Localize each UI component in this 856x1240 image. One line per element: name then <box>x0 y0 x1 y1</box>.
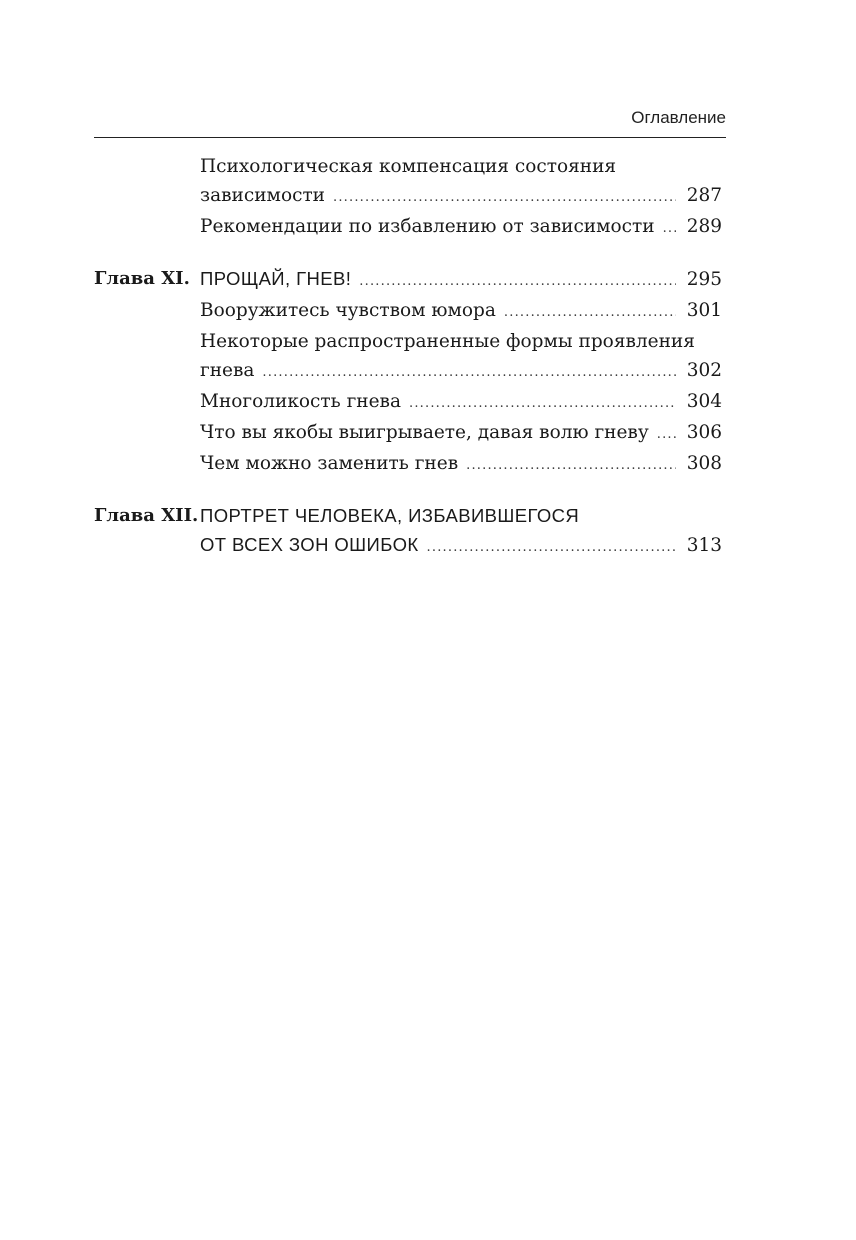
chapter-label: Глава XII. <box>94 505 199 526</box>
chapter-11 <box>94 264 722 480</box>
page-number: 301 <box>686 300 722 321</box>
chapter-title-entry[interactable] <box>200 501 722 562</box>
chapter-title: ОТ ВСЕХ ЗОН ОШИБОК <box>200 534 419 555</box>
toc-entry[interactable] <box>200 387 722 418</box>
toc-entry-line <box>200 501 722 530</box>
toc-entry[interactable] <box>200 449 722 480</box>
table-of-contents <box>94 152 722 562</box>
chapter-continuation <box>94 152 722 243</box>
toc-entry-title: Чем можно заменить гнев <box>200 453 459 474</box>
toc-entry[interactable] <box>200 212 722 243</box>
toc-entry-line <box>200 296 722 327</box>
page-number: 295 <box>686 269 722 290</box>
chapter-12 <box>94 501 722 562</box>
page-number: 287 <box>686 185 722 206</box>
dot-leader <box>663 214 676 243</box>
toc-entry-line <box>200 181 722 212</box>
page-number: 302 <box>686 360 722 381</box>
chapter-label: Глава XI. <box>94 268 190 289</box>
toc-entry-title: Что вы якобы выигрываете, давая волю гневу <box>200 422 649 443</box>
dot-leader <box>466 451 676 480</box>
toc-entry-line <box>200 530 722 562</box>
chapter-11-entries <box>200 264 722 480</box>
chapter-title-entry[interactable] <box>200 264 722 296</box>
page-number: 304 <box>686 391 722 412</box>
toc-entry-line <box>200 387 722 418</box>
page-number: 308 <box>686 453 722 474</box>
dot-leader <box>409 389 676 418</box>
toc-entry-line <box>200 212 722 243</box>
page-number: 306 <box>686 422 722 443</box>
toc-entry-line <box>200 264 722 296</box>
running-header: Оглавление <box>631 108 726 127</box>
toc-entry-line <box>200 327 722 356</box>
chapter-12-entries <box>200 501 722 562</box>
chapter-title: ПОРТРЕТ ЧЕЛОВЕКА, ИЗБАВИВШЕГОСЯ <box>200 505 580 526</box>
dot-leader <box>504 298 676 327</box>
page-number: 313 <box>686 535 722 556</box>
chapter-continuation-entries <box>200 152 722 243</box>
toc-entry-line <box>200 418 722 449</box>
toc-entry-title: Многоликость гнева <box>200 391 401 412</box>
header-rule <box>94 137 726 138</box>
toc-entry[interactable] <box>200 152 722 212</box>
toc-entry-title: гнева <box>200 360 255 381</box>
chapter-title: ПРОЩАЙ, ГНЕВ! <box>200 268 352 289</box>
toc-entry-title: Некоторые распространенные формы проявления <box>200 331 695 352</box>
toc-entry-line <box>200 449 722 480</box>
page-number: 289 <box>686 216 722 237</box>
dot-leader <box>657 420 676 449</box>
toc-entry-title: зависимости <box>200 185 326 206</box>
dot-leader <box>333 183 676 212</box>
toc-entry-title: Рекомендации по избавлению от зависимости <box>200 216 655 237</box>
toc-entry-title: Психологическая компенсация состояния <box>200 156 617 177</box>
toc-entry[interactable] <box>200 418 722 449</box>
toc-entry[interactable] <box>200 327 722 387</box>
dot-leader <box>359 267 676 296</box>
toc-entry-title: Вооружитесь чувством юмора <box>200 300 496 321</box>
toc-entry-line <box>200 356 722 387</box>
toc-entry[interactable] <box>200 296 722 327</box>
toc-entry-line <box>200 152 722 181</box>
dot-leader <box>262 358 676 387</box>
dot-leader <box>427 533 676 562</box>
